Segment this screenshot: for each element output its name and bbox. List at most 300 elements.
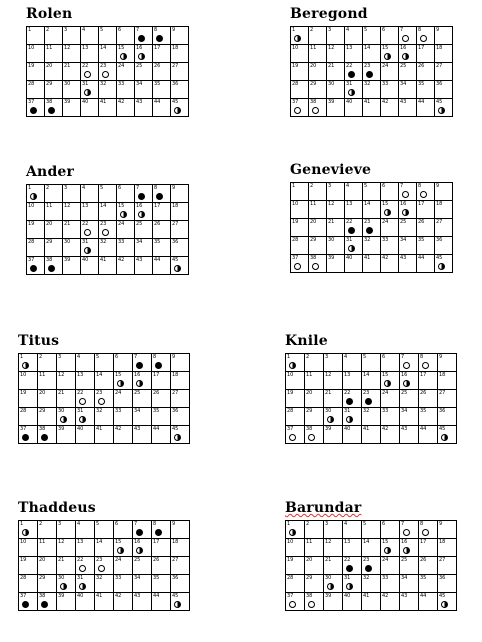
day-number: 30 (325, 408, 332, 414)
new-moon-icon (348, 71, 355, 78)
day-number: 8 (153, 354, 157, 360)
day-cell (291, 81, 309, 99)
day-number: 35 (153, 408, 160, 414)
day-cell (305, 354, 324, 372)
day-cell (438, 557, 457, 575)
day-cell (57, 557, 76, 575)
day-number: 1 (20, 521, 24, 527)
day-cell (438, 372, 457, 390)
half-moon-icon (79, 583, 86, 590)
day-number: 3 (325, 354, 329, 360)
day-number: 44 (420, 426, 427, 432)
day-number: 9 (439, 354, 443, 360)
day-number: 4 (82, 185, 86, 191)
day-number: 32 (363, 408, 370, 414)
day-number: 3 (328, 183, 332, 189)
day-cell (291, 99, 309, 117)
day-number: 2 (306, 354, 310, 360)
day-number: 12 (58, 539, 65, 545)
day-number: 1 (20, 354, 24, 360)
day-cell (171, 185, 189, 203)
new-moon-icon (346, 398, 353, 405)
day-number: 18 (172, 539, 179, 545)
day-number: 3 (328, 27, 332, 33)
day-number: 27 (172, 63, 179, 69)
day-cell (133, 354, 152, 372)
day-cell (286, 390, 305, 408)
day-cell (345, 27, 363, 45)
day-number: 31 (346, 81, 353, 87)
day-number: 40 (77, 426, 84, 432)
half-moon-icon (22, 362, 29, 369)
day-number: 45 (172, 426, 179, 432)
day-number: 38 (306, 593, 313, 599)
day-cell (76, 408, 95, 426)
day-number: 13 (77, 372, 84, 378)
day-cell (286, 426, 305, 444)
day-number: 32 (100, 81, 107, 87)
day-cell (63, 185, 81, 203)
day-number: 13 (82, 203, 89, 209)
day-number: 24 (118, 221, 125, 227)
day-number: 21 (325, 390, 332, 396)
day-cell (362, 575, 381, 593)
calendar-grid (26, 26, 189, 117)
new-moon-icon (138, 193, 145, 200)
day-number: 17 (154, 203, 161, 209)
day-cell (400, 372, 419, 390)
day-number: 26 (418, 63, 425, 69)
day-cell (343, 372, 362, 390)
day-cell (381, 593, 400, 611)
day-number: 41 (363, 593, 370, 599)
day-cell (171, 372, 190, 390)
day-number: 14 (363, 372, 370, 378)
day-number: 43 (134, 426, 141, 432)
half-moon-icon (384, 547, 391, 554)
day-number: 39 (328, 99, 335, 105)
day-number: 10 (28, 203, 35, 209)
day-cell (45, 45, 63, 63)
day-number: 30 (58, 575, 65, 581)
day-cell (153, 239, 171, 257)
day-cell (133, 575, 152, 593)
day-cell (27, 221, 45, 239)
day-number: 31 (77, 575, 84, 581)
day-cell (19, 354, 38, 372)
day-number: 10 (292, 45, 299, 51)
day-cell (133, 408, 152, 426)
day-number: 5 (363, 354, 367, 360)
day-number: 14 (364, 45, 371, 51)
day-number: 4 (77, 521, 81, 527)
day-number: 30 (58, 408, 65, 414)
day-cell (95, 372, 114, 390)
day-number: 14 (100, 45, 107, 51)
day-cell (435, 255, 453, 273)
day-cell (45, 239, 63, 257)
day-cell (57, 372, 76, 390)
day-cell (417, 237, 435, 255)
day-number: 43 (136, 257, 143, 263)
day-cell (38, 354, 57, 372)
new-moon-icon (22, 434, 29, 441)
new-moon-icon (30, 265, 37, 272)
day-number: 8 (420, 354, 424, 360)
day-number: 41 (364, 255, 371, 261)
day-number: 37 (28, 257, 35, 263)
day-cell (81, 27, 99, 45)
day-number: 3 (64, 27, 68, 33)
day-cell (381, 81, 399, 99)
day-cell (381, 201, 399, 219)
day-number: 22 (346, 63, 353, 69)
day-number: 37 (287, 593, 294, 599)
day-number: 5 (364, 27, 368, 33)
day-number: 21 (64, 63, 71, 69)
day-cell (81, 239, 99, 257)
day-cell (286, 354, 305, 372)
day-cell (63, 63, 81, 81)
day-number: 18 (439, 372, 446, 378)
day-cell (76, 593, 95, 611)
day-number: 9 (172, 354, 176, 360)
day-cell (327, 255, 345, 273)
day-number: 19 (287, 557, 294, 563)
day-cell (399, 255, 417, 273)
day-cell (381, 27, 399, 45)
day-number: 27 (172, 221, 179, 227)
day-cell (363, 63, 381, 81)
day-number: 9 (172, 521, 176, 527)
day-number: 27 (172, 557, 179, 563)
day-cell (38, 408, 57, 426)
day-number: 15 (118, 203, 125, 209)
new-moon-icon (30, 107, 37, 114)
day-number: 28 (292, 81, 299, 87)
day-cell (27, 99, 45, 117)
day-cell (76, 426, 95, 444)
day-number: 23 (364, 63, 371, 69)
day-cell (363, 201, 381, 219)
day-number: 23 (100, 63, 107, 69)
character-name: Knile (285, 333, 328, 349)
day-cell (38, 557, 57, 575)
day-cell (95, 593, 114, 611)
day-number: 15 (382, 45, 389, 51)
day-cell (152, 390, 171, 408)
day-cell (327, 219, 345, 237)
day-number: 9 (439, 521, 443, 527)
half-moon-icon (327, 583, 334, 590)
half-moon-icon (117, 547, 124, 554)
day-cell (135, 81, 153, 99)
day-cell (343, 390, 362, 408)
day-cell (45, 257, 63, 275)
day-cell (286, 557, 305, 575)
day-number: 21 (325, 557, 332, 563)
day-number: 24 (118, 63, 125, 69)
day-number: 42 (118, 99, 125, 105)
full-moon-icon (289, 601, 296, 608)
day-number: 31 (77, 408, 84, 414)
half-moon-icon (348, 245, 355, 252)
day-number: 36 (436, 81, 443, 87)
day-number: 17 (153, 539, 160, 545)
day-number: 30 (328, 237, 335, 243)
calendar-grid (290, 26, 453, 117)
day-number: 45 (436, 255, 443, 261)
day-cell (81, 257, 99, 275)
day-cell (381, 354, 400, 372)
day-number: 29 (306, 408, 313, 414)
day-cell (400, 521, 419, 539)
day-cell (305, 372, 324, 390)
character-name: Rolen (26, 6, 73, 22)
day-cell (76, 557, 95, 575)
day-number: 34 (134, 408, 141, 414)
new-moon-icon (136, 529, 143, 536)
day-number: 34 (136, 81, 143, 87)
full-moon-icon (312, 263, 319, 270)
day-cell (291, 63, 309, 81)
day-number: 1 (28, 185, 32, 191)
day-number: 18 (172, 372, 179, 378)
day-cell (76, 372, 95, 390)
day-cell (343, 426, 362, 444)
day-cell (291, 45, 309, 63)
day-cell (171, 593, 190, 611)
day-number: 35 (418, 237, 425, 243)
day-number: 27 (436, 219, 443, 225)
half-moon-icon (402, 209, 409, 216)
day-number: 35 (420, 408, 427, 414)
day-number: 43 (134, 593, 141, 599)
day-cell (99, 221, 117, 239)
character-name: Ander (26, 164, 75, 180)
new-moon-icon (365, 565, 372, 572)
day-number: 36 (172, 575, 179, 581)
day-cell (362, 426, 381, 444)
full-moon-icon (79, 398, 86, 405)
day-cell (381, 390, 400, 408)
day-number: 31 (344, 408, 351, 414)
day-number: 1 (292, 27, 296, 33)
day-cell (27, 203, 45, 221)
day-number: 12 (325, 539, 332, 545)
day-cell (399, 99, 417, 117)
day-number: 5 (100, 27, 104, 33)
day-number: 31 (346, 237, 353, 243)
day-number: 23 (364, 219, 371, 225)
day-cell (435, 99, 453, 117)
day-number: 42 (382, 99, 389, 105)
day-number: 42 (382, 255, 389, 261)
day-number: 25 (400, 219, 407, 225)
half-moon-icon (174, 601, 181, 608)
day-number: 22 (344, 390, 351, 396)
day-cell (345, 63, 363, 81)
day-cell (400, 539, 419, 557)
half-moon-icon (438, 107, 445, 114)
day-cell (345, 45, 363, 63)
day-cell (81, 63, 99, 81)
day-number: 38 (310, 255, 317, 261)
new-moon-icon (365, 398, 372, 405)
day-number: 24 (115, 390, 122, 396)
day-number: 36 (439, 575, 446, 581)
day-number: 44 (418, 255, 425, 261)
day-number: 30 (64, 81, 71, 87)
full-moon-icon (403, 362, 410, 369)
day-cell (363, 183, 381, 201)
day-cell (152, 372, 171, 390)
day-number: 41 (364, 99, 371, 105)
full-moon-icon (294, 107, 301, 114)
day-number: 23 (363, 390, 370, 396)
day-cell (153, 203, 171, 221)
day-cell (81, 221, 99, 239)
day-number: 15 (115, 539, 122, 545)
day-cell (57, 408, 76, 426)
full-moon-icon (98, 565, 105, 572)
day-cell (171, 354, 190, 372)
day-cell (45, 81, 63, 99)
day-cell (117, 185, 135, 203)
day-cell (81, 99, 99, 117)
day-cell (327, 63, 345, 81)
day-cell (305, 426, 324, 444)
day-number: 2 (310, 27, 314, 33)
day-number: 8 (418, 27, 422, 33)
day-cell (419, 521, 438, 539)
day-cell (76, 390, 95, 408)
day-number: 6 (382, 27, 386, 33)
day-number: 45 (436, 99, 443, 105)
day-cell (171, 557, 190, 575)
day-cell (381, 521, 400, 539)
day-cell (286, 521, 305, 539)
day-cell (95, 426, 114, 444)
day-number: 27 (439, 390, 446, 396)
day-cell (399, 27, 417, 45)
day-number: 20 (46, 63, 53, 69)
day-number: 20 (306, 390, 313, 396)
day-cell (435, 27, 453, 45)
day-cell (363, 27, 381, 45)
day-cell (419, 593, 438, 611)
day-number: 13 (346, 201, 353, 207)
day-number: 44 (418, 99, 425, 105)
day-number: 43 (136, 99, 143, 105)
day-cell (327, 183, 345, 201)
day-cell (309, 99, 327, 117)
day-cell (117, 81, 135, 99)
day-number: 44 (153, 593, 160, 599)
day-number: 9 (172, 27, 176, 33)
day-cell (45, 27, 63, 45)
day-number: 24 (382, 390, 389, 396)
day-cell (57, 521, 76, 539)
day-number: 31 (344, 575, 351, 581)
day-number: 18 (439, 539, 446, 545)
day-cell (291, 219, 309, 237)
day-number: 20 (39, 557, 46, 563)
day-number: 22 (344, 557, 351, 563)
day-number: 5 (100, 185, 104, 191)
day-number: 36 (436, 237, 443, 243)
day-cell (400, 575, 419, 593)
day-number: 44 (154, 99, 161, 105)
day-cell (400, 354, 419, 372)
day-number: 7 (136, 185, 140, 191)
day-cell (400, 408, 419, 426)
day-cell (45, 99, 63, 117)
day-number: 32 (364, 81, 371, 87)
day-number: 42 (118, 257, 125, 263)
day-number: 43 (400, 99, 407, 105)
day-cell (399, 201, 417, 219)
day-cell (305, 521, 324, 539)
day-cell (417, 201, 435, 219)
day-cell (399, 45, 417, 63)
half-moon-icon (402, 53, 409, 60)
day-number: 6 (382, 354, 386, 360)
new-moon-icon (156, 193, 163, 200)
day-cell (324, 426, 343, 444)
day-cell (63, 239, 81, 257)
day-cell (327, 81, 345, 99)
day-number: 23 (363, 557, 370, 563)
day-cell (286, 408, 305, 426)
new-moon-icon (48, 265, 55, 272)
day-number: 45 (172, 99, 179, 105)
day-number: 36 (172, 239, 179, 245)
full-moon-icon (422, 362, 429, 369)
day-number: 3 (58, 521, 62, 527)
day-number: 41 (100, 257, 107, 263)
day-number: 10 (287, 372, 294, 378)
half-moon-icon (403, 380, 410, 387)
day-number: 14 (96, 539, 103, 545)
half-moon-icon (84, 89, 91, 96)
day-cell (152, 426, 171, 444)
day-cell (435, 183, 453, 201)
day-cell (305, 593, 324, 611)
day-cell (38, 521, 57, 539)
day-cell (117, 203, 135, 221)
day-cell (135, 27, 153, 45)
day-cell (419, 390, 438, 408)
day-cell (38, 575, 57, 593)
full-moon-icon (308, 601, 315, 608)
full-moon-icon (402, 35, 409, 42)
day-cell (133, 426, 152, 444)
day-number: 20 (310, 63, 317, 69)
day-number: 11 (39, 539, 46, 545)
new-moon-icon (48, 107, 55, 114)
day-number: 2 (310, 183, 314, 189)
day-number: 6 (382, 183, 386, 189)
day-number: 13 (77, 539, 84, 545)
day-number: 27 (436, 63, 443, 69)
day-cell (362, 408, 381, 426)
day-number: 2 (46, 27, 50, 33)
day-number: 18 (436, 201, 443, 207)
day-number: 28 (292, 237, 299, 243)
day-cell (286, 539, 305, 557)
day-number: 5 (96, 521, 100, 527)
